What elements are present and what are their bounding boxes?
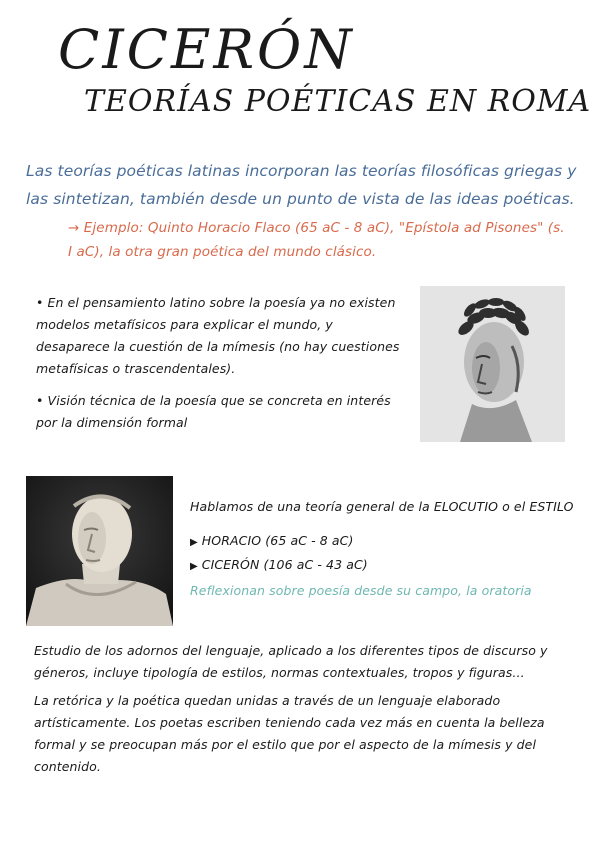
elocutio-section	[190, 496, 590, 602]
author-item	[190, 554, 590, 578]
page-title: CICERÓN	[58, 18, 355, 81]
bullet-list	[36, 292, 408, 444]
bullet-item: • En el pensamiento latino sobre la poesía ya no existen modelos metafísicos para explicar el mundo, y desaparece la cuestión de la mímesis (no hay cuestiones metafísicas o trascendentales).	[36, 295, 400, 376]
author-label: HORACIO (65 aC - 8 aC)	[201, 533, 354, 548]
page-subtitle: TEORÍAS POÉTICAS EN ROMA	[84, 84, 592, 119]
triangle-bullet-icon: ▶	[190, 537, 198, 548]
closing-paragraph: Estudio de los adornos del lenguaje, aplicado a los diferentes tipos de discurso y géneros, incluye tipología de estilos, normas contextuales, tropos y figuras...	[34, 643, 548, 680]
closing-section	[34, 640, 574, 784]
closing-paragraph: La retórica y la poética quedan unidas a través de un lenguaje elaborado artísticamente. Los poetas escriben teniendo cada vez más en cuenta la belleza formal y se preocupan más por el estilo que por el aspecto de la mímesis y del contenido.	[34, 693, 545, 774]
elocutio-heading: Hablamos de una teoría general de la ELOCUTIO o el ESTILO	[190, 499, 574, 514]
author-item	[190, 530, 590, 554]
bullet-item: • Visión técnica de la poesía que se concreta en interés por la dimensión formal	[36, 393, 391, 430]
intro-paragraph: Las teorías poéticas latinas incorporan las teorías filosóficas griegas y las sintetizan, también desde un punto de vista de las ideas poéticas.	[26, 162, 577, 208]
oratoria-note: Reflexionan sobre poesía desde su campo, la oratoria	[190, 583, 532, 598]
horace-portrait-icon	[420, 286, 565, 442]
author-label: CICERÓN (106 aC - 43 aC)	[201, 557, 368, 572]
cicero-bust-icon	[26, 476, 173, 626]
triangle-bullet-icon: ▶	[190, 561, 198, 572]
example-note: → Ejemplo: Quinto Horacio Flaco (65 aC - 8 aC), "Epístola ad Pisones" (s. I aC), la otra gran poética del mundo clásico.	[68, 220, 565, 260]
